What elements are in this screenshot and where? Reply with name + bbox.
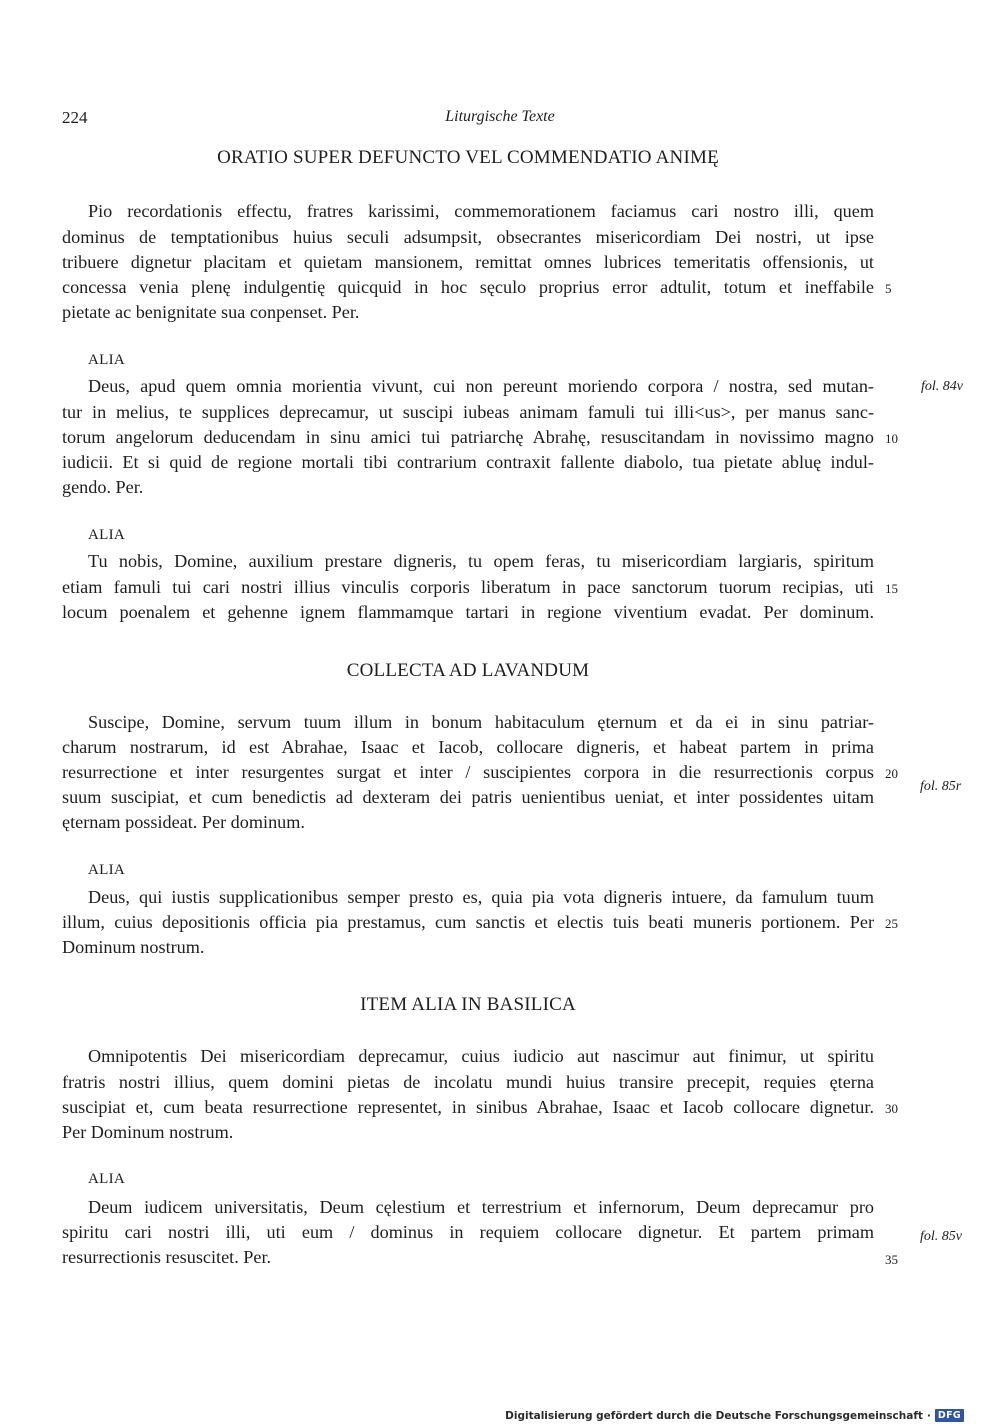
text-line: Suscipe, Domine, servum tuum illum in bonum habitaculum ęternum et da ei in sinu patriar- (88, 712, 874, 732)
section-title: ITEM ALIA IN BASILICA (360, 994, 576, 1015)
text-line: Deum iudicem universitatis, Deum cęlestium et terrestrium et infernorum, Deum deprecamur pro (88, 1197, 874, 1217)
text-line: charum nostrarum, id est Abrahae, Isaac et Iacob, collocare digneris, et habeat partem in prima (62, 737, 874, 757)
section-label: ALIA (88, 862, 126, 878)
digitization-credit (505, 1409, 964, 1422)
line-number: 30 (885, 1101, 898, 1116)
section-label: ALIA (88, 527, 126, 543)
line-number: 25 (885, 916, 898, 931)
line-number: 15 (885, 581, 898, 596)
text-line: ęternam possideat. Per dominum. (62, 812, 305, 832)
text-line: Deus, apud quem omnia morientia vivunt, cui non pereunt moriendo corpora / nostra, sed mutan- (88, 376, 874, 396)
text-line: tribuere dignetur placitam et quietam mansionem, remittat omnes lubrices temeritatis offensionis, ut (62, 252, 874, 272)
line-number: 35 (885, 1252, 898, 1267)
text-line: gendo. Per. (62, 477, 144, 497)
text-line: Pio recordationis effectu, fratres karissimi, commemorationem faciamus cari nostro illi, quem (88, 201, 874, 221)
text-line: pietate ac benignitate sua conpenset. Per. (62, 302, 360, 322)
section-label: ALIA (88, 1171, 126, 1187)
text-line: etiam famuli tui cari nostri illius vinculis corporis liberatum in pace sanctorum tuorum recipias, uti (62, 577, 874, 597)
text-line: locum poenalem et gehenne ignem flammamque tartari in regione viventium evadat. Per dominum. (62, 602, 874, 622)
text-line: Tu nobis, Domine, auxilium prestare digneris, tu opem feras, tu misericordiam largiaris, spiritum (88, 551, 874, 571)
text-line: fratris nostri illius, quem domini pietas de incolatu mundi huius transire precepit, requies ęterna (62, 1072, 874, 1092)
text-line: suum suscipiat, et cum benedictis ad dexteram dei patris uenientibus ueniat, et inter possidentes uitam (62, 787, 874, 807)
folio-reference: fol. 85v (920, 1229, 962, 1244)
line-number: 20 (885, 766, 898, 781)
text-line: suscipiat et, cum beata resurrectione representet, in sinibus Abrahae, Isaac et Iacob collocare dignetur. (62, 1097, 874, 1117)
running-title: Liturgische Texte (445, 108, 555, 125)
section-title: COLLECTA AD LAVANDUM (346, 660, 590, 681)
text-line: concessa venia plenę indulgentię quicquid in hoc sęculo proprius error adtulit, totum et ineffabile (62, 277, 874, 297)
credit-separator: · (926, 1409, 931, 1422)
text-line: torum angelorum deducendam in sinu amici tui patriarchę Abrahę, resuscitandam in novissimo magno (62, 427, 874, 447)
folio-reference: fol. 84v (921, 379, 963, 394)
section-title: ORATIO SUPER DEFUNCTO VEL COMMENDATIO ANIMĘ (217, 147, 719, 168)
credit-text: Digitalisierung gefördert durch die Deutsche Forschungsgemeinschaft (505, 1409, 923, 1422)
page-number: 224 (62, 108, 88, 127)
text-line: tur in melius, te supplices deprecamur, ut suscipi iubeas animam famuli tui illi<us>, per manus sanc- (62, 402, 874, 422)
text-line: illum, cuius depositionis officia pia prestamus, cum sanctis et electis tuis beati muneris portionem. Per (62, 912, 874, 932)
line-number: 5 (885, 281, 892, 296)
dfg-logo: DFG (935, 1409, 964, 1422)
text-line: iudicii. Et si quid de regione mortali tibi contrarium contraxit fallente diabolo, tua pietate abluę indul- (62, 452, 874, 472)
folio-reference: fol. 85r (920, 779, 962, 794)
line-number: 10 (885, 431, 898, 446)
text-line: resurrectionis resuscitet. Per. (62, 1247, 272, 1267)
text-line: Dominum nostrum. (62, 937, 205, 957)
text-line: dominus de temptationibus huius seculi adsumpsit, obsecrantes misericordiam Dei nostri, ut ipse (62, 227, 874, 247)
text-line: resurrectione et inter resurgentes surgat et inter / suscipientes corpora in die resurrectionis corpus (62, 762, 874, 782)
text-line: Omnipotentis Dei misericordiam deprecamur, cuius iudicio aut nascimur aut finimur, ut spiritu (88, 1046, 874, 1066)
text-line: Per Dominum nostrum. (62, 1122, 234, 1142)
text-line: spiritu cari nostri illi, uti eum / dominus in requiem collocare dignetur. Et partem primam (62, 1222, 874, 1242)
text-line: Deus, qui iustis supplicationibus semper presto es, quia pia vota digneris intuere, da famulum tuum (88, 887, 874, 907)
section-label: ALIA (88, 352, 126, 368)
